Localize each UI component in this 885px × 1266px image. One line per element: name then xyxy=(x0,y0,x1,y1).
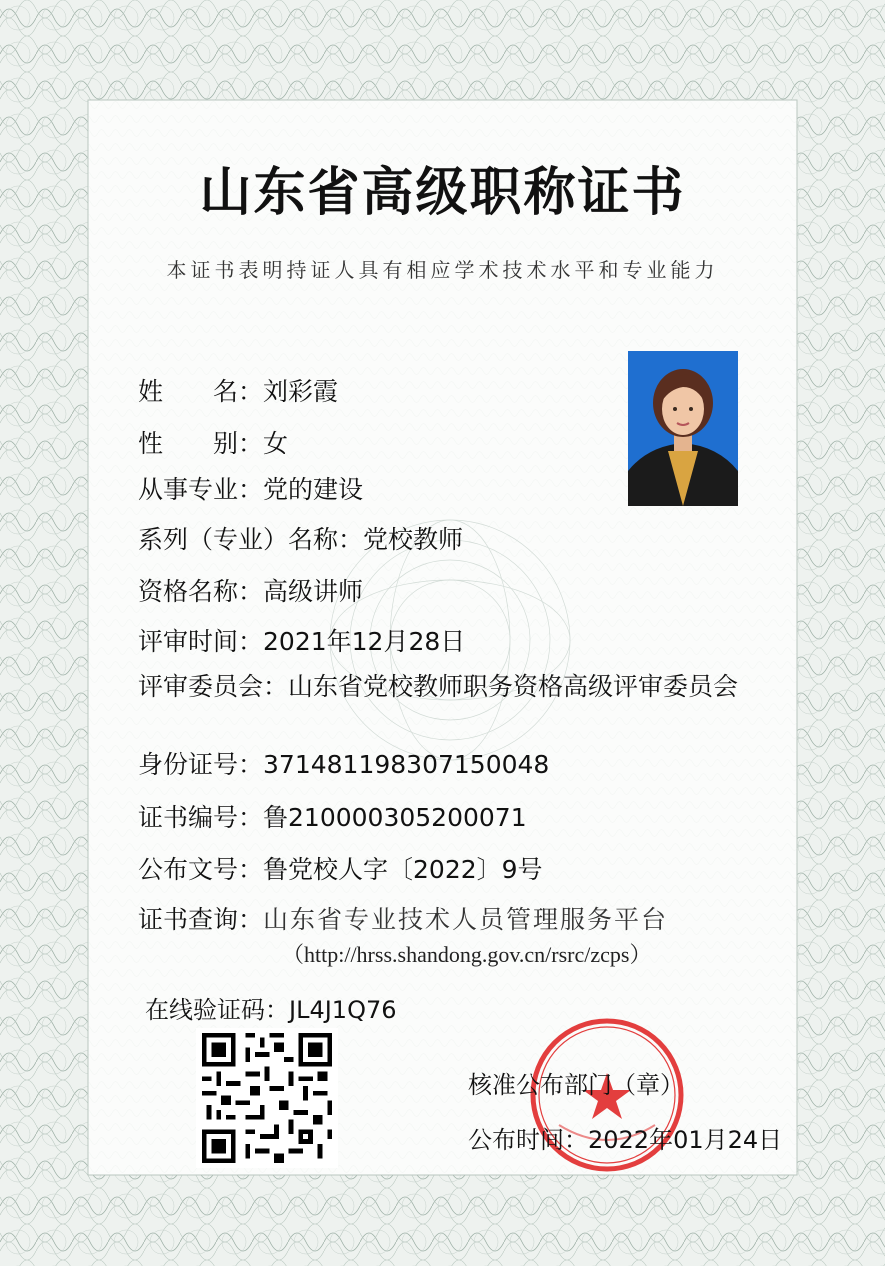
field-major xyxy=(138,470,363,506)
field-name-value: 刘彩霞 xyxy=(263,377,339,406)
field-review-date xyxy=(138,622,465,658)
field-query xyxy=(138,900,668,936)
field-qualification-label: 资格名称： xyxy=(138,577,264,606)
field-doc-number-value: 鲁党校人字〔2022〕9号 xyxy=(263,855,543,884)
field-review-date-value: 2021年12月28日 xyxy=(263,627,466,656)
publish-time-value: 2022年01月24日 xyxy=(588,1126,783,1154)
field-verify-code-label: 在线验证码： xyxy=(145,996,289,1024)
field-name-label: 姓 名： xyxy=(138,377,264,406)
field-series-value: 党校教师 xyxy=(363,525,464,554)
field-gender-value: 女 xyxy=(263,429,289,458)
field-major-label: 从事专业： xyxy=(138,475,264,504)
field-review-date-label: 评审时间： xyxy=(138,627,264,656)
field-committee xyxy=(138,672,788,702)
publish-time-label: 公布时间： xyxy=(468,1126,588,1154)
field-committee-value: 山东省党校教师职务资格高级评审委员会 xyxy=(288,672,739,701)
approval-department: 核准公布部门（章） xyxy=(468,1071,684,1099)
field-gender-label: 性 别： xyxy=(138,429,264,458)
qr-code-icon[interactable] xyxy=(196,1028,338,1168)
field-cert-number xyxy=(138,798,527,834)
field-doc-number xyxy=(138,850,543,886)
field-cert-number-label: 证书编号： xyxy=(138,803,264,832)
query-url[interactable]: （http://hrss.shandong.gov.cn/rsrc/zcps） xyxy=(282,942,652,967)
field-id-number-value: 371481198307150048 xyxy=(263,750,550,779)
publish-time xyxy=(468,1120,782,1155)
field-doc-number-label: 公布文号： xyxy=(138,855,264,884)
field-id-number-label: 身份证号： xyxy=(138,750,264,779)
field-series-label: 系列（专业）名称： xyxy=(138,525,364,554)
field-series xyxy=(138,520,463,556)
field-major-value: 党的建设 xyxy=(263,475,364,504)
field-committee-label: 评审委员会： xyxy=(138,672,289,701)
field-verify-code xyxy=(145,990,397,1025)
field-cert-number-value: 鲁210000305200071 xyxy=(263,803,527,832)
field-query-value: 山东省专业技术人员管理服务平台 xyxy=(263,905,669,934)
certificate-title: 山东省高级职称证书 xyxy=(199,162,686,223)
field-qualification xyxy=(138,572,363,608)
field-name xyxy=(138,372,338,408)
field-gender xyxy=(138,424,288,460)
field-query-label: 证书查询： xyxy=(138,905,264,934)
certificate-subtitle: 本证书表明持证人具有相应学术技术水平和专业能力 xyxy=(166,258,719,282)
field-qualification-value: 高级讲师 xyxy=(263,577,364,606)
field-verify-code-value: JL4J1Q76 xyxy=(289,996,397,1024)
holder-photo xyxy=(628,351,738,506)
field-id-number xyxy=(138,745,549,781)
